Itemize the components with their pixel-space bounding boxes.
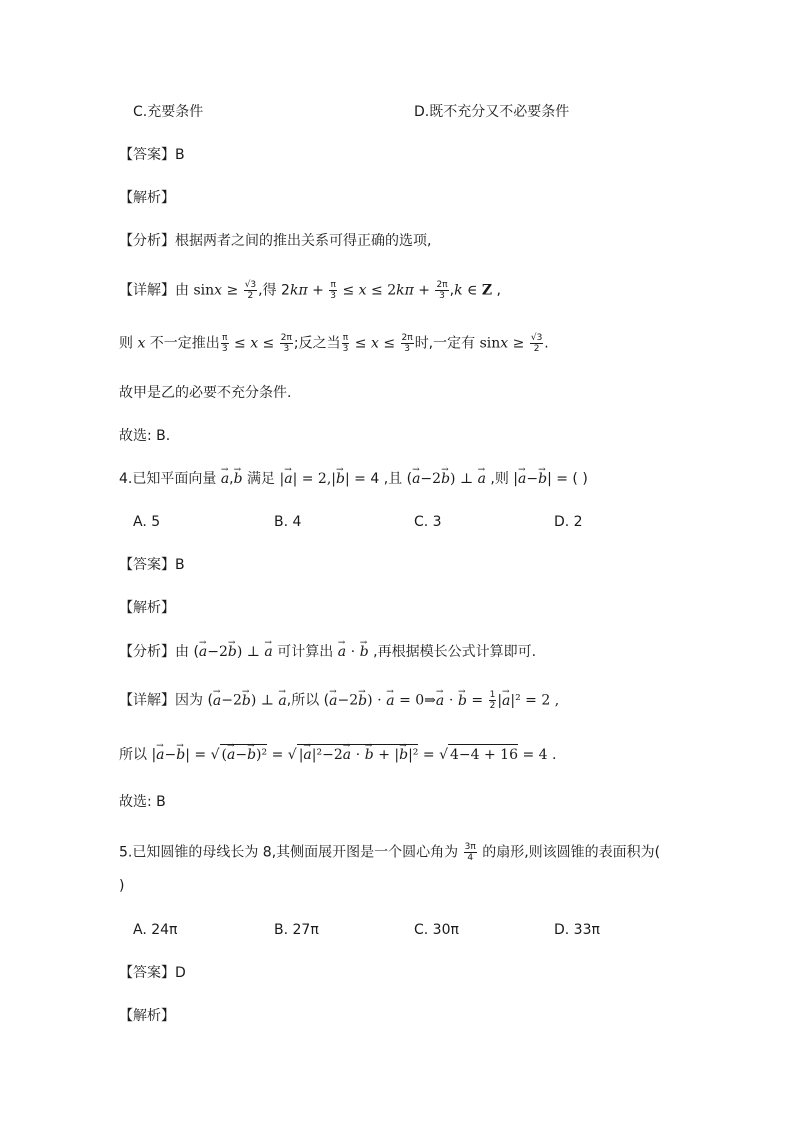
math-in: ∈ <box>462 282 482 299</box>
frac-den: 3 <box>330 291 337 301</box>
q3-fenxi <box>119 231 431 251</box>
text: ) ⋅ <box>367 692 387 709</box>
math-sin: sin <box>479 335 501 352</box>
text: = <box>466 692 488 709</box>
text: = 2, <box>297 471 332 487</box>
vector-a: → a <box>386 691 394 711</box>
math-ge: ≥ <box>222 282 243 299</box>
q5-stem-cont: ) <box>119 878 125 894</box>
text: )² <box>256 747 268 763</box>
vector-a: → a <box>338 642 346 662</box>
text: 可计算出 <box>272 644 338 660</box>
text: = <box>418 747 440 763</box>
text: = <box>267 747 288 763</box>
vector-a: → a <box>412 469 420 489</box>
text: ⋅ <box>351 747 365 763</box>
q4-choice: 故选: B <box>119 794 166 810</box>
vector-a: → a <box>156 745 164 765</box>
text: . <box>544 335 549 352</box>
text: 不一定推出 <box>145 335 220 352</box>
math-plus: + <box>307 282 329 299</box>
text: | <box>279 471 285 487</box>
fenxi-label: 【分析】 <box>119 644 175 660</box>
text: − <box>235 747 248 763</box>
text: 由 ( <box>175 644 199 660</box>
vector-a: → a <box>329 691 337 711</box>
vector-a: → a <box>199 642 207 662</box>
text: = 4 . <box>518 747 557 763</box>
vector-b: → b <box>242 691 251 711</box>
text: ) ⊥ <box>236 644 265 660</box>
math-x: x <box>214 282 223 299</box>
frac-num: 2π <box>401 333 413 343</box>
text: = 0⇒ <box>394 692 436 709</box>
frac-num: 3π <box>464 842 476 852</box>
sqrt-body-1 <box>220 744 268 765</box>
math-x: x <box>358 282 367 299</box>
q3-analysis-head: 【解析】 <box>119 190 175 206</box>
frac-num: 1 <box>489 690 496 700</box>
vector-a: → a <box>221 469 229 489</box>
math-text: 由 <box>175 282 194 299</box>
option-d: D.既不充分又不必要条件 <box>414 104 570 120</box>
text: + | <box>373 747 400 763</box>
text: ,所以 ( <box>286 692 330 709</box>
text: | <box>298 747 304 763</box>
fraction-2pi-3 <box>401 333 414 354</box>
fraction-pi-3 <box>221 333 229 354</box>
vector-b: → b <box>176 745 185 765</box>
text: ,则 | <box>485 471 518 487</box>
text: ,再根据模长公式计算即可. <box>368 644 537 660</box>
q4-option-b: B. 4 <box>274 514 302 530</box>
math-text: , <box>449 282 455 299</box>
fraction-1-2 <box>489 690 497 711</box>
text: |² <box>408 747 419 763</box>
q3-choice: 故选: B. <box>119 428 171 444</box>
frac-den: 4 <box>467 853 474 863</box>
detail-label: 【详解】 <box>119 282 175 299</box>
frac-num: √3 <box>530 333 543 343</box>
vector-a: → a <box>213 691 221 711</box>
vector-a: → a <box>343 745 351 765</box>
q3-conclusion: 故甲是乙的必要不充分条件. <box>119 385 292 401</box>
text: 则 <box>119 335 138 352</box>
text: | <box>331 471 337 487</box>
math-pi: π <box>298 282 308 299</box>
frac-num: π <box>342 333 349 343</box>
fenxi-text: 根据两者之间的推出关系可得正确的选项, <box>175 233 432 249</box>
text: ( <box>221 747 227 763</box>
fraction-pi-3 <box>329 280 337 301</box>
sqrt-body-3: 4−4 + 16 <box>448 744 518 765</box>
frac-num: π <box>330 280 336 290</box>
math-k: k <box>396 282 405 299</box>
q5-option-a: A. 24π <box>133 922 178 938</box>
math-le: ≤ <box>229 335 251 352</box>
detail-label: 【详解】 <box>119 692 175 709</box>
q4-fenxi <box>119 642 536 662</box>
text: | <box>344 471 350 487</box>
vector-a: → a <box>303 745 311 765</box>
fraction-2pi-3 <box>435 280 448 301</box>
text: | = ( ) <box>547 471 588 487</box>
option-c: C.充要条件 <box>133 104 204 120</box>
vector-b: → b <box>399 745 408 765</box>
q5-answer: 【答案】D <box>119 965 186 981</box>
math-Z: Z <box>481 282 493 299</box>
frac-den: 3 <box>221 344 228 354</box>
text: − <box>164 747 177 763</box>
q4-line2 <box>119 744 556 765</box>
frac-num: π <box>221 333 228 343</box>
math-sin: sin <box>193 282 215 299</box>
text: − <box>526 471 539 487</box>
q4-detail <box>119 690 559 711</box>
text: | <box>497 692 503 709</box>
q5-option-c: C. 30π <box>414 922 459 938</box>
text: 4.已知平面向量 <box>119 471 221 487</box>
q5-analysis-head: 【解析】 <box>119 1008 175 1024</box>
vector-a: → a <box>227 745 235 765</box>
frac-num: 2π <box>436 280 448 290</box>
q5-option-d: D. 33π <box>554 922 600 938</box>
text: ) ⊥ <box>450 471 478 487</box>
fraction-3pi-4 <box>464 842 477 863</box>
frac-den: 3 <box>404 344 410 354</box>
frac-den: 2 <box>489 701 496 711</box>
vector-a: → a <box>502 691 510 711</box>
math-plus: + <box>413 282 435 299</box>
frac-den: 2 <box>533 344 540 354</box>
math-k: k <box>289 282 299 299</box>
math-le: ≤ <box>258 335 279 352</box>
text: 的扇形,则该圆锥的表面积为( <box>477 844 661 861</box>
vector-b: → b <box>538 469 547 489</box>
math-text: ,得 2 <box>258 282 290 299</box>
frac-den: 2 <box>247 291 254 301</box>
q4-option-c: C. 3 <box>414 514 442 530</box>
sqrt-symbol: √ <box>210 747 220 763</box>
math-k: k <box>454 282 463 299</box>
text: | <box>292 471 298 487</box>
text: ) ⊥ <box>250 692 279 709</box>
vector-a: → a <box>264 642 272 662</box>
q5-stem <box>119 842 660 863</box>
fenxi-label: 【分析】 <box>119 233 175 249</box>
vector-b: → b <box>228 642 237 662</box>
text: = 4 ,且 ( <box>349 471 413 487</box>
math-ge: ≥ <box>508 335 529 352</box>
q3-detail <box>119 280 501 301</box>
math-text: , <box>492 282 501 299</box>
text: −2 <box>337 692 359 709</box>
vector-a: → a <box>478 469 486 489</box>
vector-b: → b <box>365 745 374 765</box>
text: 所以 | <box>119 747 157 763</box>
frac-den: 3 <box>439 291 445 301</box>
frac-den: 3 <box>342 344 349 354</box>
math-x: x <box>500 335 509 352</box>
vector-a: → a <box>284 469 292 489</box>
text: |²−2 <box>311 747 343 763</box>
sqrt-symbol: √ <box>439 747 448 763</box>
vector-a: → a <box>278 691 286 711</box>
vector-b: → b <box>247 745 256 765</box>
frac-num: 2π <box>280 333 292 343</box>
text: 时,一定有 <box>414 335 480 352</box>
frac-den: 3 <box>283 344 290 354</box>
vector-b: → b <box>360 642 369 662</box>
math-x: x <box>370 335 379 352</box>
q4-option-d: D. 2 <box>554 514 583 530</box>
q5-option-b: B. 27π <box>274 922 319 938</box>
math-text: ≤ 2 <box>366 282 397 299</box>
text: 5.已知圆锥的母线长为 8,其侧面展开图是一个圆心角为 <box>119 844 463 861</box>
text: −2 <box>420 471 442 487</box>
text: ⋅ <box>444 692 458 709</box>
fraction-pi-3 <box>342 333 350 354</box>
vector-b: → b <box>234 469 243 489</box>
vector-b: → b <box>358 691 367 711</box>
math-x: x <box>250 335 259 352</box>
text: −2 <box>207 644 228 660</box>
fraction-2pi-3 <box>280 333 293 354</box>
vector-b: → b <box>336 469 345 489</box>
fraction-sqrt3-2 <box>530 333 543 354</box>
q4-option-a: A. 5 <box>133 514 161 530</box>
math-le: ≤ <box>338 282 359 299</box>
q4-stem: 4.已知平面向量 → a,→ b 满足 |→ a| = 2,|→ b| = 4 ,且 (→ a−2→ b) ⊥ → a ,则 |→ a−→ b| = ( ) <box>119 469 588 489</box>
q3-line2 <box>119 333 549 354</box>
text: | = <box>185 747 211 763</box>
math-pi: π <box>404 282 414 299</box>
math-le: ≤ <box>378 335 400 352</box>
sqrt-body-2 <box>297 744 419 765</box>
vector-b: → b <box>441 469 450 489</box>
text: −2 <box>221 692 242 709</box>
text: ;反之当 <box>293 335 341 352</box>
text: ⋅ <box>346 644 360 660</box>
text: 因为 ( <box>175 692 213 709</box>
sqrt-symbol: √ <box>287 747 297 763</box>
math-x: x <box>137 335 146 352</box>
frac-num: √3 <box>244 280 257 290</box>
vector-b: → b <box>458 691 467 711</box>
text: 满足 <box>247 471 280 487</box>
text: |² = 2 , <box>510 692 560 709</box>
q4-analysis-head: 【解析】 <box>119 600 175 616</box>
math-le: ≤ <box>350 335 371 352</box>
vector-a: → a <box>518 469 526 489</box>
q4-answer: 【答案】B <box>119 557 185 573</box>
vector-a: → a <box>436 691 444 711</box>
q3-answer: 【答案】B <box>119 147 185 163</box>
fraction-sqrt3-2 <box>244 280 257 301</box>
